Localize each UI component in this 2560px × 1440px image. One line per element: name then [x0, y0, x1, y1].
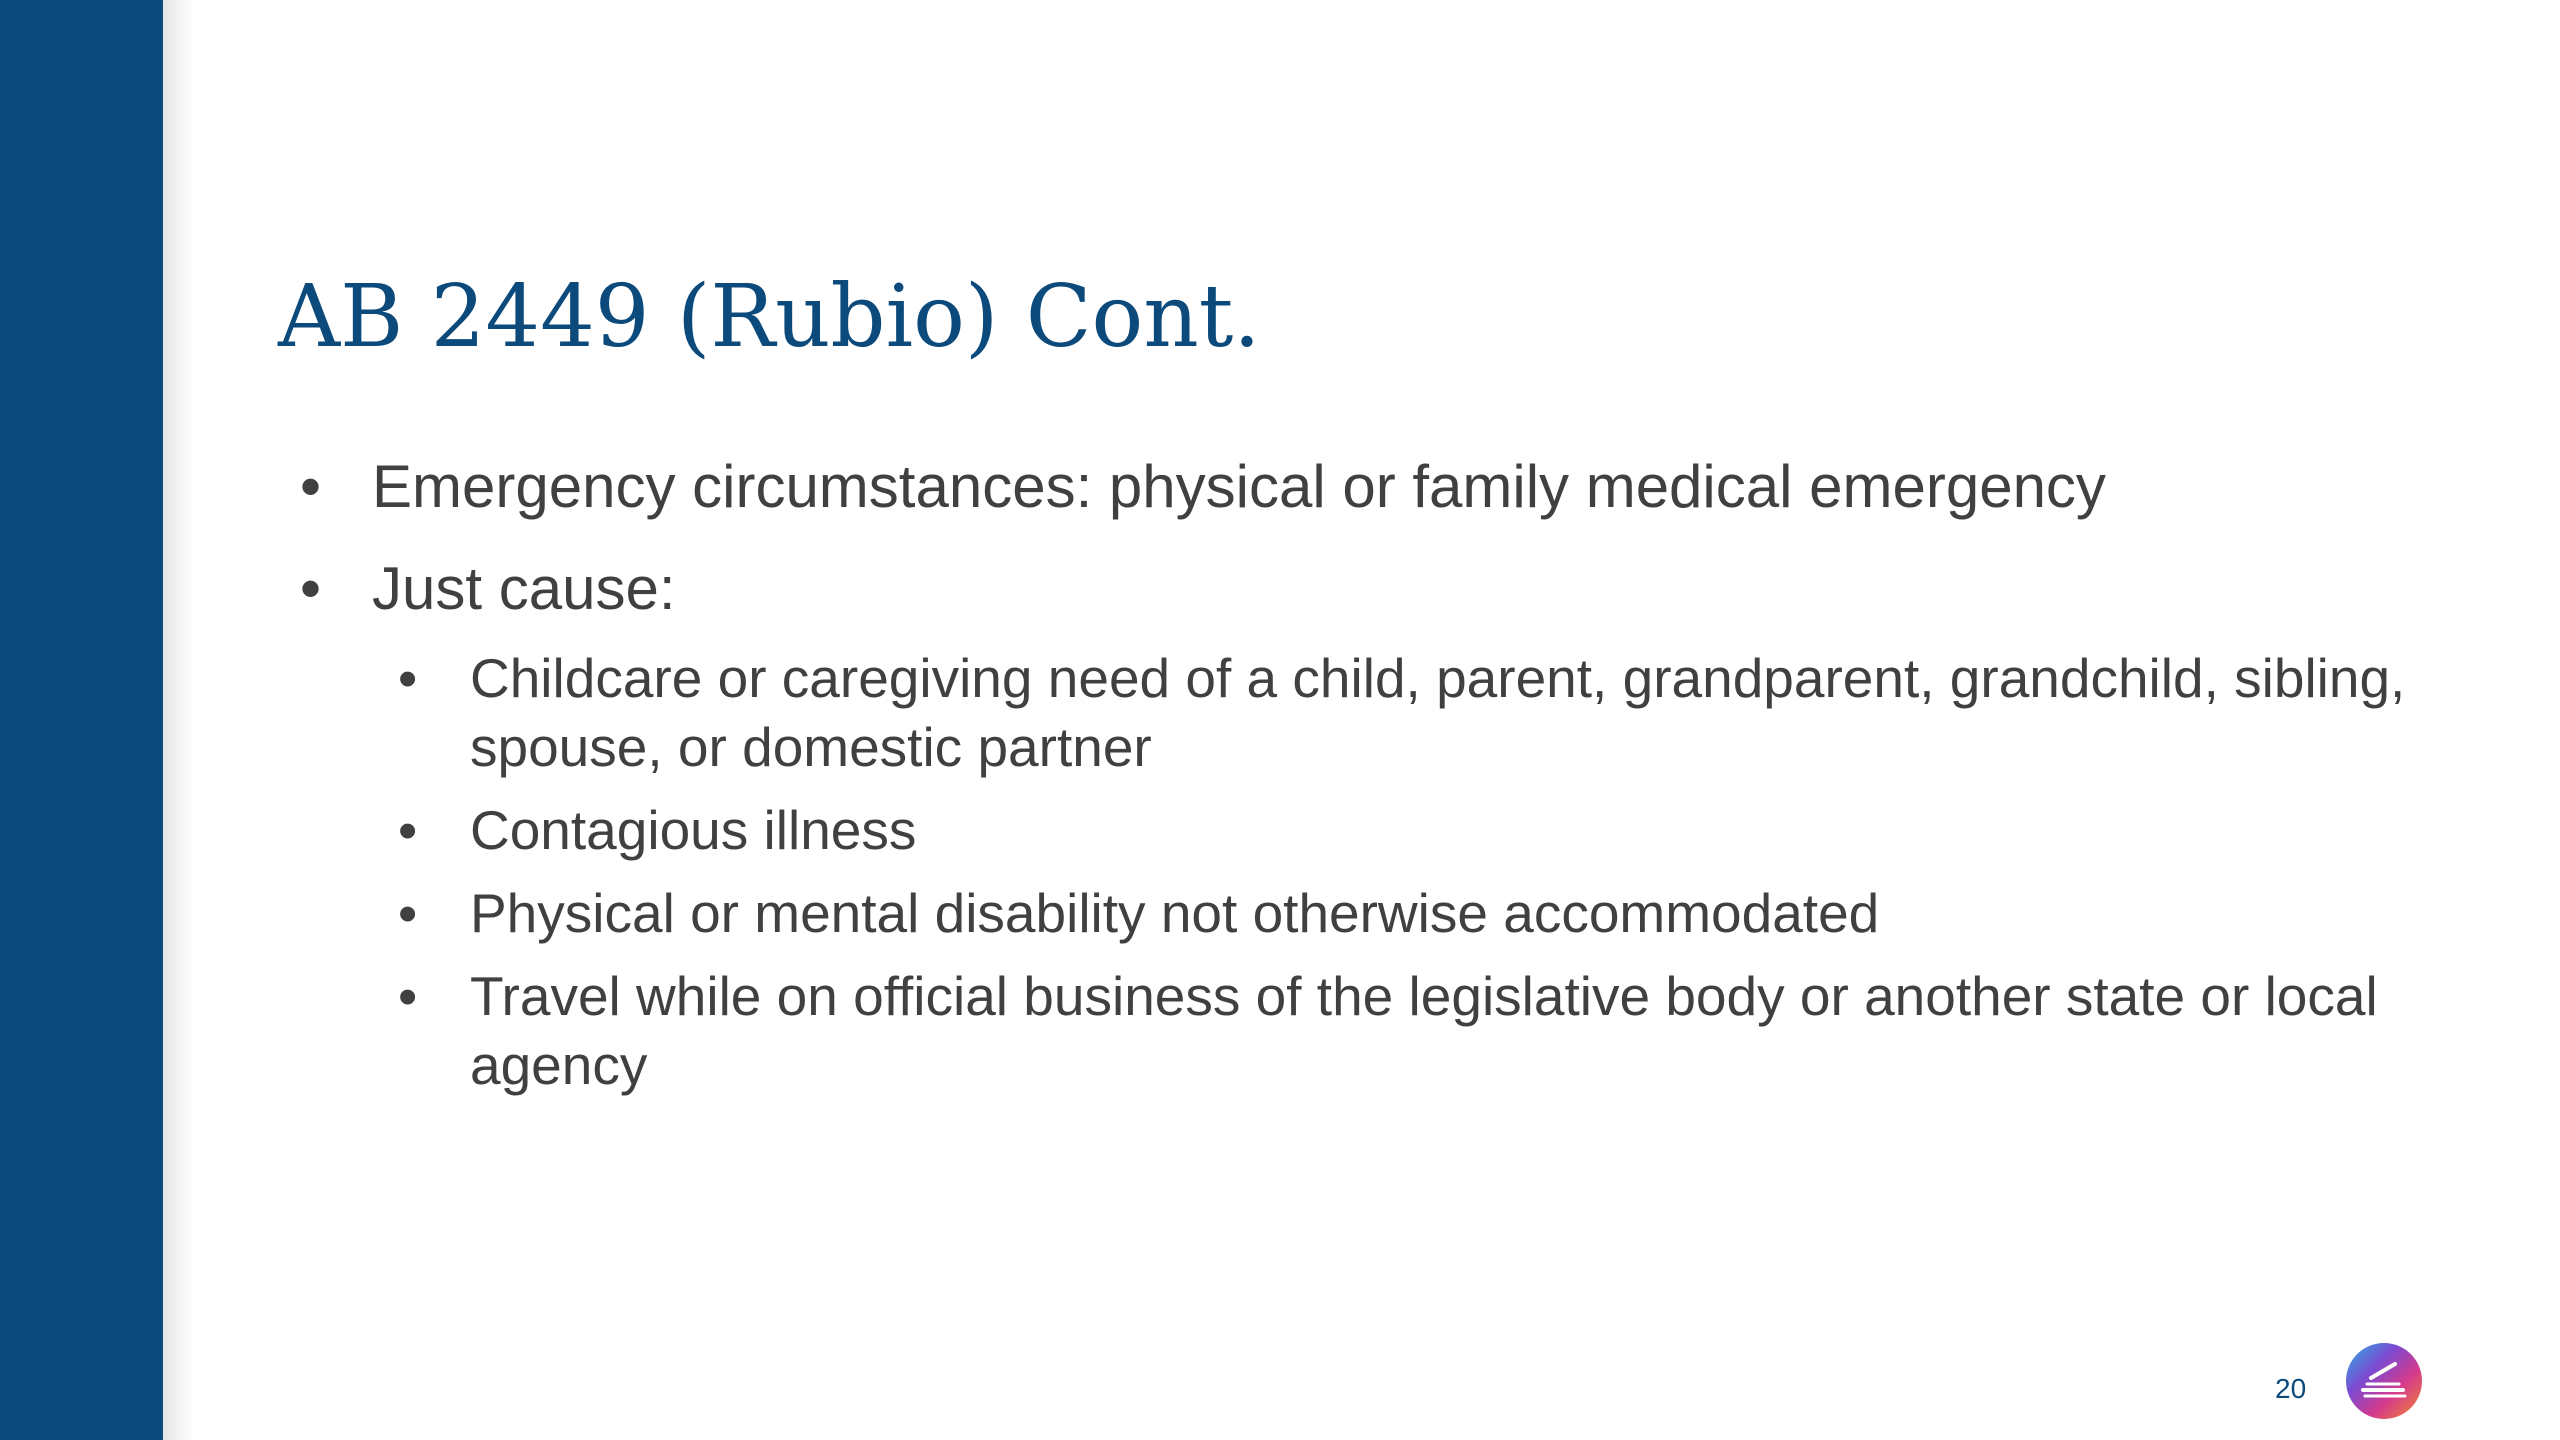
colorful-circle-logo-icon [2345, 1342, 2423, 1420]
bullet-dot-icon: • [300, 453, 322, 520]
bullet-list [300, 450, 2440, 1128]
sub-bullet-text: Childcare or caregiving need of a child, parent, grandparent, grandchild, sibling, spouse, or domestic partner [470, 647, 2406, 778]
slide-title: AB 2449 (Rubio) Cont. [278, 267, 1261, 367]
bullet-dot-icon: • [398, 882, 418, 944]
sub-bullet-text: Travel while on official business of the legislative body or another state or local agency [470, 965, 2378, 1096]
sub-bullet-text: Contagious illness [470, 799, 917, 861]
left-bar-shadow [163, 0, 193, 1440]
slide-number: 20 [2275, 1373, 2307, 1404]
bullet-text: Just cause: [372, 555, 676, 622]
bullet-dot-icon: • [398, 799, 418, 861]
sub-bullet-item-disability [398, 879, 2440, 948]
sub-bullet-item-childcare [398, 644, 2440, 782]
left-accent-bar [0, 0, 163, 1440]
sub-bullet-text: Physical or mental disability not otherwise accommodated [470, 882, 1880, 944]
bullet-item-just-cause [300, 552, 2440, 1100]
bullet-dot-icon: • [398, 647, 418, 709]
bullet-item-emergency [300, 450, 2440, 524]
bullet-dot-icon: • [300, 555, 322, 622]
sub-bullet-item-contagious-illness [398, 796, 2440, 865]
bullet-text: Emergency circumstances: physical or family medical emergency [372, 453, 2106, 520]
sub-bullet-item-travel [398, 962, 2440, 1100]
sub-bullet-list [398, 644, 2440, 1100]
bullet-dot-icon: • [398, 965, 418, 1027]
